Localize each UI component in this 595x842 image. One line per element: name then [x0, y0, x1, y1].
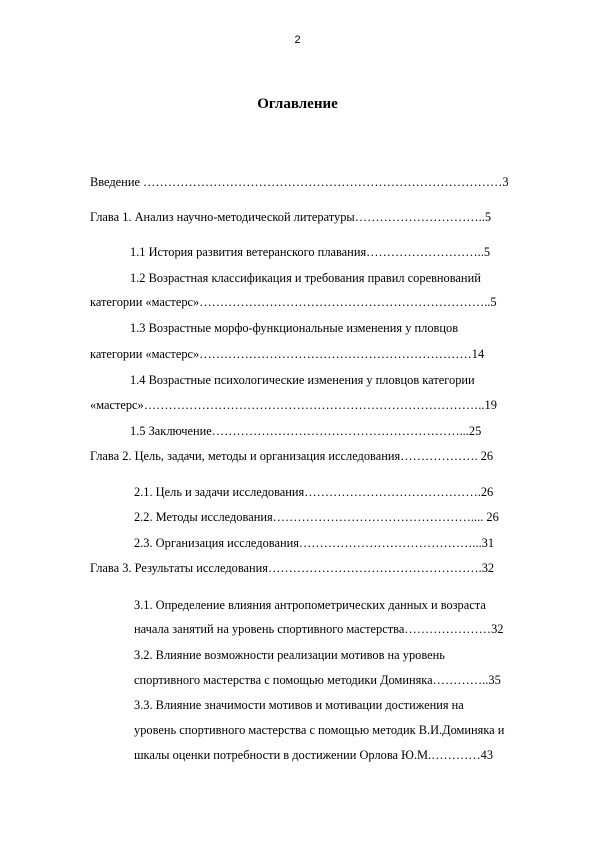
toc-entry-3-3-line2: уровень спортивного мастерства с помощью методик В.И.Доминяка и	[134, 723, 505, 737]
toc-entry-2-2: 2.2. Методы исследования………………………………………….... 26	[134, 510, 499, 524]
page-number: 2	[294, 34, 301, 46]
toc-entry-chapter-2: Глава 2. Цель, задачи, методы и организация исследования………………. 26	[90, 449, 494, 463]
toc-entry-2-3: 2.3. Организация исследования……………………………………...31	[134, 536, 495, 550]
toc-entry-introduction: Введение ……………………………………………………………………………3	[90, 175, 509, 189]
toc-entry-1-3-line1: 1.3 Возрастные морфо-функциональные изменения у пловцов	[130, 321, 459, 335]
toc-entry-1-2-line1: 1.2 Возрастная классификация и требования правил соревнований	[130, 271, 481, 285]
toc-entry-chapter-3: Глава 3. Результаты исследования…………………………………………….32	[90, 561, 495, 575]
toc-entry-3-2-line1: 3.2. Влияние возможности реализации мотивов на уровень	[134, 648, 445, 662]
toc-entry-3-1-line2: начала занятий на уровень спортивного мастерства…………………32	[134, 622, 504, 636]
page-title: Оглавление	[257, 96, 338, 112]
toc-entry-3-2-line2: спортивного мастерства с помощью методики Доминяка…………..35	[134, 673, 501, 687]
toc-entry-3-3-line1: 3.3. Влияние значимости мотивов и мотивации достижения на	[134, 698, 464, 712]
toc-entry-1-1: 1.1 История развития ветеранского плавания………………………..5	[130, 245, 491, 259]
toc-entry-1-3-line2: категории «мастерс»…………………………………………………………14	[90, 347, 485, 361]
toc-entry-1-4-line2: «мастерс»………………………………………………………………………..19	[90, 398, 497, 412]
toc-entry-3-1-line1: 3.1. Определение влияния антропометрических данных и возраста	[134, 598, 486, 612]
toc-entry-1-2-line2: категории «мастерс»……………………………………………………………..5	[90, 295, 497, 309]
toc-entry-1-4-line1: 1.4 Возрастные психологические изменения у пловцов категории	[130, 373, 475, 387]
toc-entry-chapter-1: Глава 1. Анализ научно-методической литературы…………………………..5	[90, 210, 492, 224]
toc-entry-1-5: 1.5 Заключение……………………………………………………...25	[130, 424, 482, 438]
toc-entry-2-1: 2.1. Цель и задачи исследования…………………………………….26	[134, 485, 494, 499]
toc-entry-3-3-line3: шкалы оценки потребности в достижении Орлова Ю.М.…………43	[134, 748, 494, 762]
